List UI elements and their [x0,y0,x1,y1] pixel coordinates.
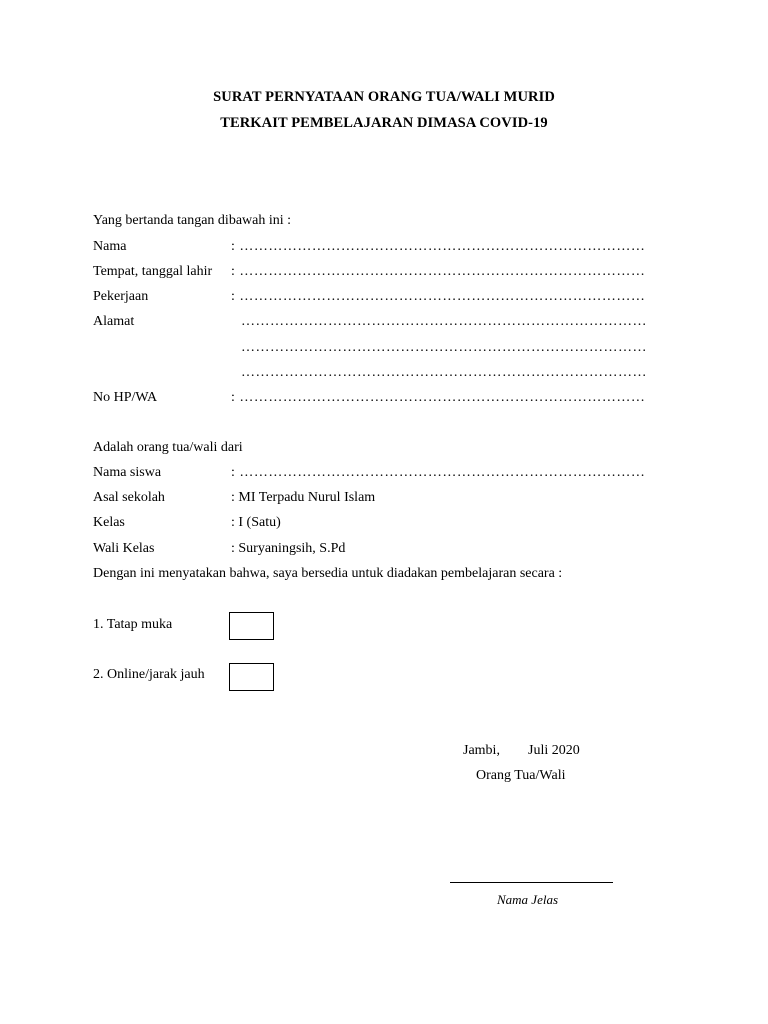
wali-kelas-label: Wali Kelas [93,541,155,556]
kelas-label: Kelas [93,515,125,530]
statement-text: Dengan ini menyatakan bahwa, saya bersedia untuk diadakan pembelajaran secara : [93,566,563,581]
no-hp-wa-field[interactable]: : ………………………………………………………………………… [231,390,646,405]
asal-sekolah-value: : MI Terpadu Nurul Islam [231,490,376,505]
intro-text: Yang bertanda tangan dibawah ini : [93,213,292,228]
alamat-field-line-1[interactable]: ………………………………………………………………………… [241,314,647,329]
alamat-field-line-2[interactable]: ………………………………………………………………………… [241,340,647,355]
nama-siswa-field[interactable]: : ………………………………………………………………………… [231,465,646,480]
student-intro-text: Adalah orang tua/wali dari [93,440,243,455]
pekerjaan-field[interactable]: : ………………………………………………………………………… [231,289,646,304]
alamat-label: Alamat [93,314,135,329]
signature-role: Orang Tua/Wali [476,768,566,783]
signature-line[interactable] [450,882,613,883]
nama-siswa-label: Nama siswa [93,465,162,480]
no-hp-wa-label: No HP/WA [93,390,158,405]
tatap-muka-checkbox[interactable] [229,612,274,640]
document-title-line-1: SURAT PERNYATAAN ORANG TUA/WALI MURID [213,89,555,105]
kelas-value: : I (Satu) [231,515,281,530]
nama-field[interactable]: : ………………………………………………………………………… [231,239,646,254]
signature-name-caption: Nama Jelas [497,892,559,907]
wali-kelas-value: : Suryaningsih, S.Pd [231,541,346,556]
signature-place: Jambi, [463,743,500,758]
option-tatap-muka-label: 1. Tatap muka [93,617,173,632]
nama-label: Nama [93,239,127,254]
online-jarak-jauh-checkbox[interactable] [229,663,274,691]
asal-sekolah-label: Asal sekolah [93,490,165,505]
tempat-tanggal-lahir-field[interactable]: : ………………………………………………………………………… [231,264,646,279]
signature-date: Juli 2020 [528,743,580,758]
alamat-field-line-3[interactable]: ………………………………………………………………………… [241,365,647,380]
document-title-line-2: TERKAIT PEMBELAJARAN DIMASA COVID-19 [220,115,548,131]
pekerjaan-label: Pekerjaan [93,289,149,304]
option-online-label: 2. Online/jarak jauh [93,667,205,682]
tempat-tanggal-lahir-label: Tempat, tanggal lahir [93,264,213,279]
